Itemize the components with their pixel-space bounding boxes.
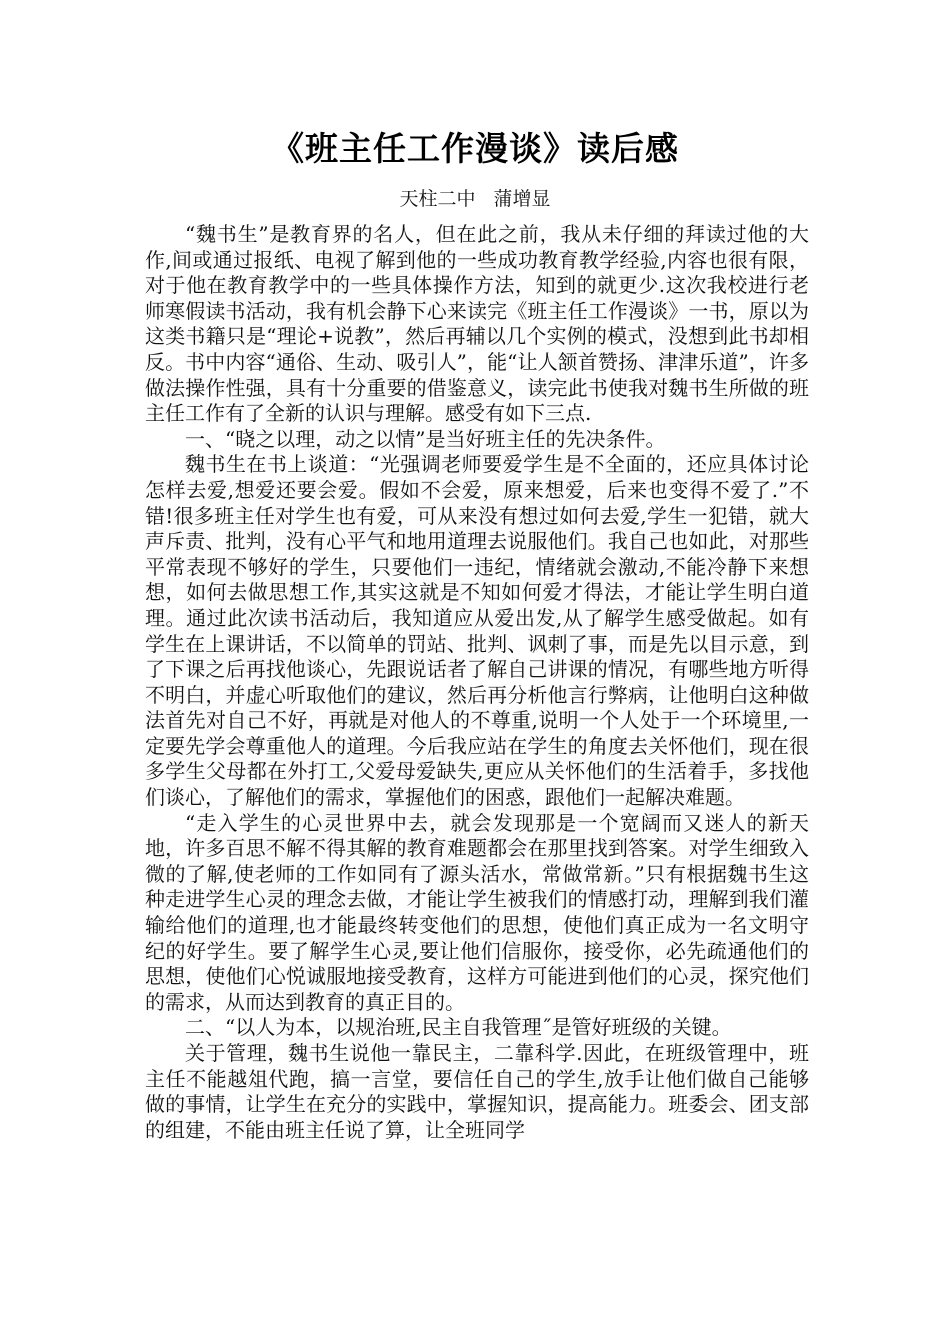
paragraph-section-1: 魏书生在书上谈道：“光强调老师要爱学生是不全面的，还应具体讨论怎样去爱,想爱还要会爱。假如不会爱，原来想爱，后来也变得不爱了.”不错!很多班主任对学生也有爱，可从来没有想过如何去爱,学生一犯错，就大声斥责、批判，没有心平气和地用道理去说服他们。我自己也如此，对那些平常表现不够好的学生，只要他们一违纪，情绪就会激动,不能冷静下来想想，如何去做思想工作,其实这就是不知如何爱才得法，才能让学生明白道理。通过此次读书活动后，我知道应从爱出发,从了解学生感受做起。如有学生在上课讲话，不以简单的罚站、批判、讽刺了事，而是先以目示意，到了下课之后再找他谈心，先跟说话者了解自己讲课的情况，有哪些地方听得不明白，并虚心听取他们的建议，然后再分析他言行弊病，让他明白这种做法首先对自己不好，再就是对他人的不尊重,说明一个人处于一个环境里,一定要先学会尊重他人的道理。今后我应站在学生的角度去关怀他们，现在很多学生父母都在外打工,父爱母爱缺失,更应从关怀他们的生活着手，多找他们谈心，了解他们的需求，掌握他们的困惑，跟他们一起解决难题。 [145,452,809,810]
paragraph-intro: “魏书生”是教育界的名人，但在此之前，我从未仔细的拜读过他的大作,间或通过报纸、电视了解到他的一些成功教育教学经验,内容也很有限，对于他在教育教学中的一些具体操作方法，知到的就更少.这次我校进行老师寒假读书活动，我有机会静下心来读完《班主任工作漫谈》一书，原以为这类书籍只是“理论+说教”，然后再辅以几个实例的模式，没想到此书却相反。书中内容“通俗、生动、吸引人”，能“让人颔首赞扬、津津乐道”，许多做法操作性强，具有十分重要的借鉴意义，读完此书使我对魏书生所做的班主任工作有了全新的认识与理解。感受有如下三点. [145,222,809,426]
document-title: 《班主任工作漫谈》读后感 [271,129,679,168]
section-heading-1: 一、“晓之以理，动之以情”是当好班主任的先决条件。 [185,426,666,451]
paragraph-quote: “走入学生的心灵世界中去，就会发现那是一个宽阔而又迷人的新天地，许多百思不解不得其解的教育难题都会在那里找到答案。对学生细致入微的了解,使老师的工作如同有了源头活水，常做常新。”只有根据魏书生这种走进学生心灵的理念去做，才能让学生被我们的情感打动，理解到我们灌输给他们的道理,也才能最终转变他们的思想，使他们真正成为一名文明守纪的好学生。要了解学生心灵,要让他们信服你，接受你，必先疏通他们的思想，使他们心悦诚服地接受教育，这样方可能进到他们的心灵，探究他们的需求，从而达到教育的真正目的。 [145,810,809,1014]
section-heading-2: 二、“以人为本，以规治班,民主自我管理˝是管好班级的关键。 [185,1015,732,1040]
paragraph-section-2: 关于管理，魏书生说他一靠民主，二靠科学.因此，在班级管理中，班主任不能越俎代跑，搞一言堂，要信任自己的学生,放手让他们做自己能够做的事情，让学生在充分的实践中，掌握知识，提高能力。班委会、团支部的组建，不能由班主任说了算，让全班同学 [145,1041,809,1142]
author-line: 天柱二中 蒲增显 [399,188,551,210]
document-body [145,222,809,1143]
